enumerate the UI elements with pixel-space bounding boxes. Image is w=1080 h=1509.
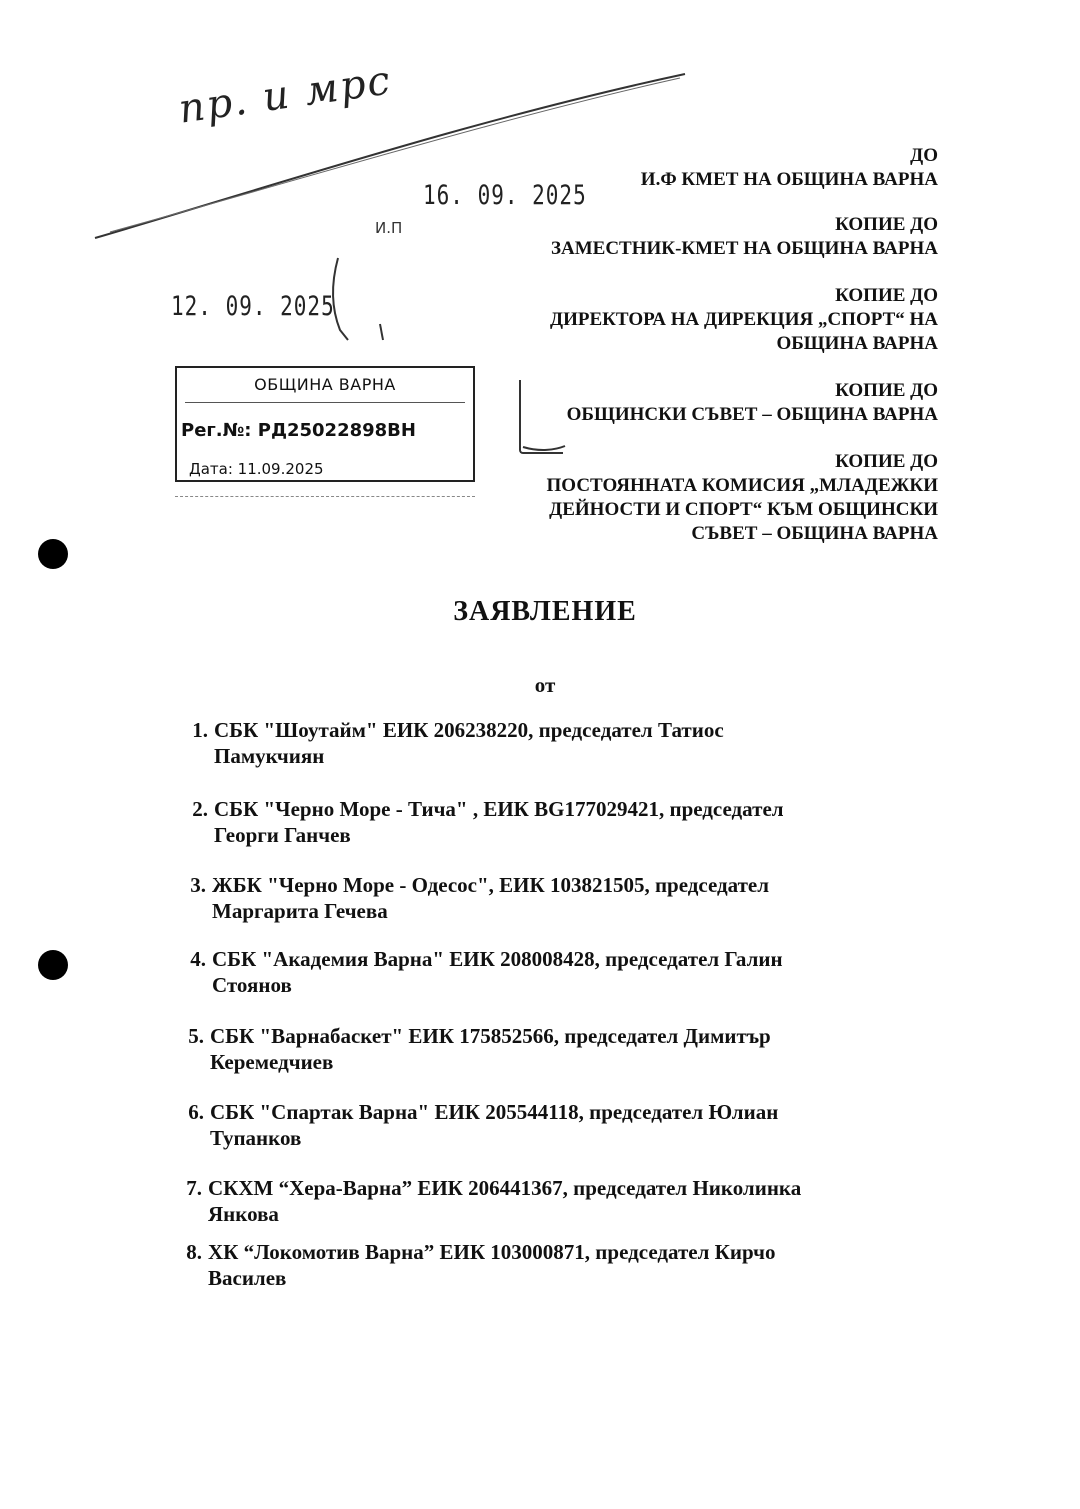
addressee-mayor: ДО И.Ф КМЕТ НА ОБЩИНА ВАРНА xyxy=(640,145,938,190)
registry-stamp xyxy=(175,366,475,482)
addressee-sport-director: КОПИЕ ДО ДИРЕКТОРА НА ДИРЕКЦИЯ „СПОРТ“ НА ОБЩИНА ВАРНА xyxy=(550,285,938,354)
punch-hole xyxy=(38,539,68,569)
registry-date: Дата: 11.09.2025 xyxy=(189,460,324,478)
registry-number: Рег.№: РД25022898ВН xyxy=(181,420,416,441)
addressee-municipal-council: КОПИЕ ДО ОБЩИНСКИ СЪВЕТ – ОБЩИНА ВАРНА xyxy=(566,380,938,425)
stamp-initials: И.П xyxy=(375,219,403,237)
registration-date-stamp: 12. 09. 2025 xyxy=(171,291,335,321)
registry-org: ОБЩИНА ВАРНА xyxy=(254,375,396,394)
punch-hole xyxy=(38,950,68,980)
document-from: от xyxy=(534,673,556,697)
document-page: пр. и мрс 16. 09. 2025 И.П 12. 09. 2025 ОБЩИНА ВАРНА Рег.№: РД25022898ВН Дата: 11.09.2025 ДО И.Ф КМЕТ НА ОБЩИНА ВАРНА КОПИЕ ДО ЗАМЕСТНИК-КМЕТ НА ОБЩИНА ВАРНА КОПИЕ ДО ДИРЕКТОРА НА ДИРЕКЦИЯ „СПОРТ“ НА ОБЩИНА ВАРНА КОПИЕ ДО ОБЩИНСКИ СЪВЕТ – ОБЩИНА ВАРНА КОПИЕ ДО ПОСТОЯННАТА КОМИСИЯ „МЛАДЕЖКИ ДЕЙНОСТИ И СПОРТ“ КЪМ ОБЩИНСКИ СЪВЕТ – ОБЩИНА ВАРНА ЗАЯВЛЕНИЕ от 1. СБК "Шоутайм" ЕИК 206238220, председател Татиос Памукчиян 2. СБК "Черно Море - Тича" , ЕИК BG177029421, председател Георги Ганчев 3. ЖБК "Черно Море - Одесос", ЕИК 103821505, председател Маргарита Гечева 4. СБК "Академия Варна" ЕИК 208008428, председател Галин Стоянов 5. СБК "Варнабаскет" ЕИК 175852566, председател Димитър Керемедчиев 6. СБК "Спартак Варна" ЕИК 205544118, председател Юлиан Тупанков 7. СКХМ “Хера-Варна” ЕИК 206441367, председател Николинка Янкова 8. ХК “Локомотив Варна” ЕИК 103000871, председател Кирчо Василев xyxy=(0,0,1080,1509)
handwritten-note: пр. и мрс xyxy=(175,57,395,133)
document-title: ЗАЯВЛЕНИЕ xyxy=(453,596,637,627)
addressee-commission: КОПИЕ ДО ПОСТОЯННАТА КОМИСИЯ „МЛАДЕЖКИ ДЕЙНОСТИ И СПОРТ“ КЪМ ОБЩИНСКИ СЪВЕТ – ОБЩИНА ВАРНА xyxy=(546,451,938,544)
bracket-mark xyxy=(519,380,563,454)
divider xyxy=(175,496,475,497)
addressee-deputy-mayor: КОПИЕ ДО ЗАМЕСТНИК-КМЕТ НА ОБЩИНА ВАРНА xyxy=(550,214,938,259)
received-date-stamp: 16. 09. 2025 xyxy=(423,180,587,210)
